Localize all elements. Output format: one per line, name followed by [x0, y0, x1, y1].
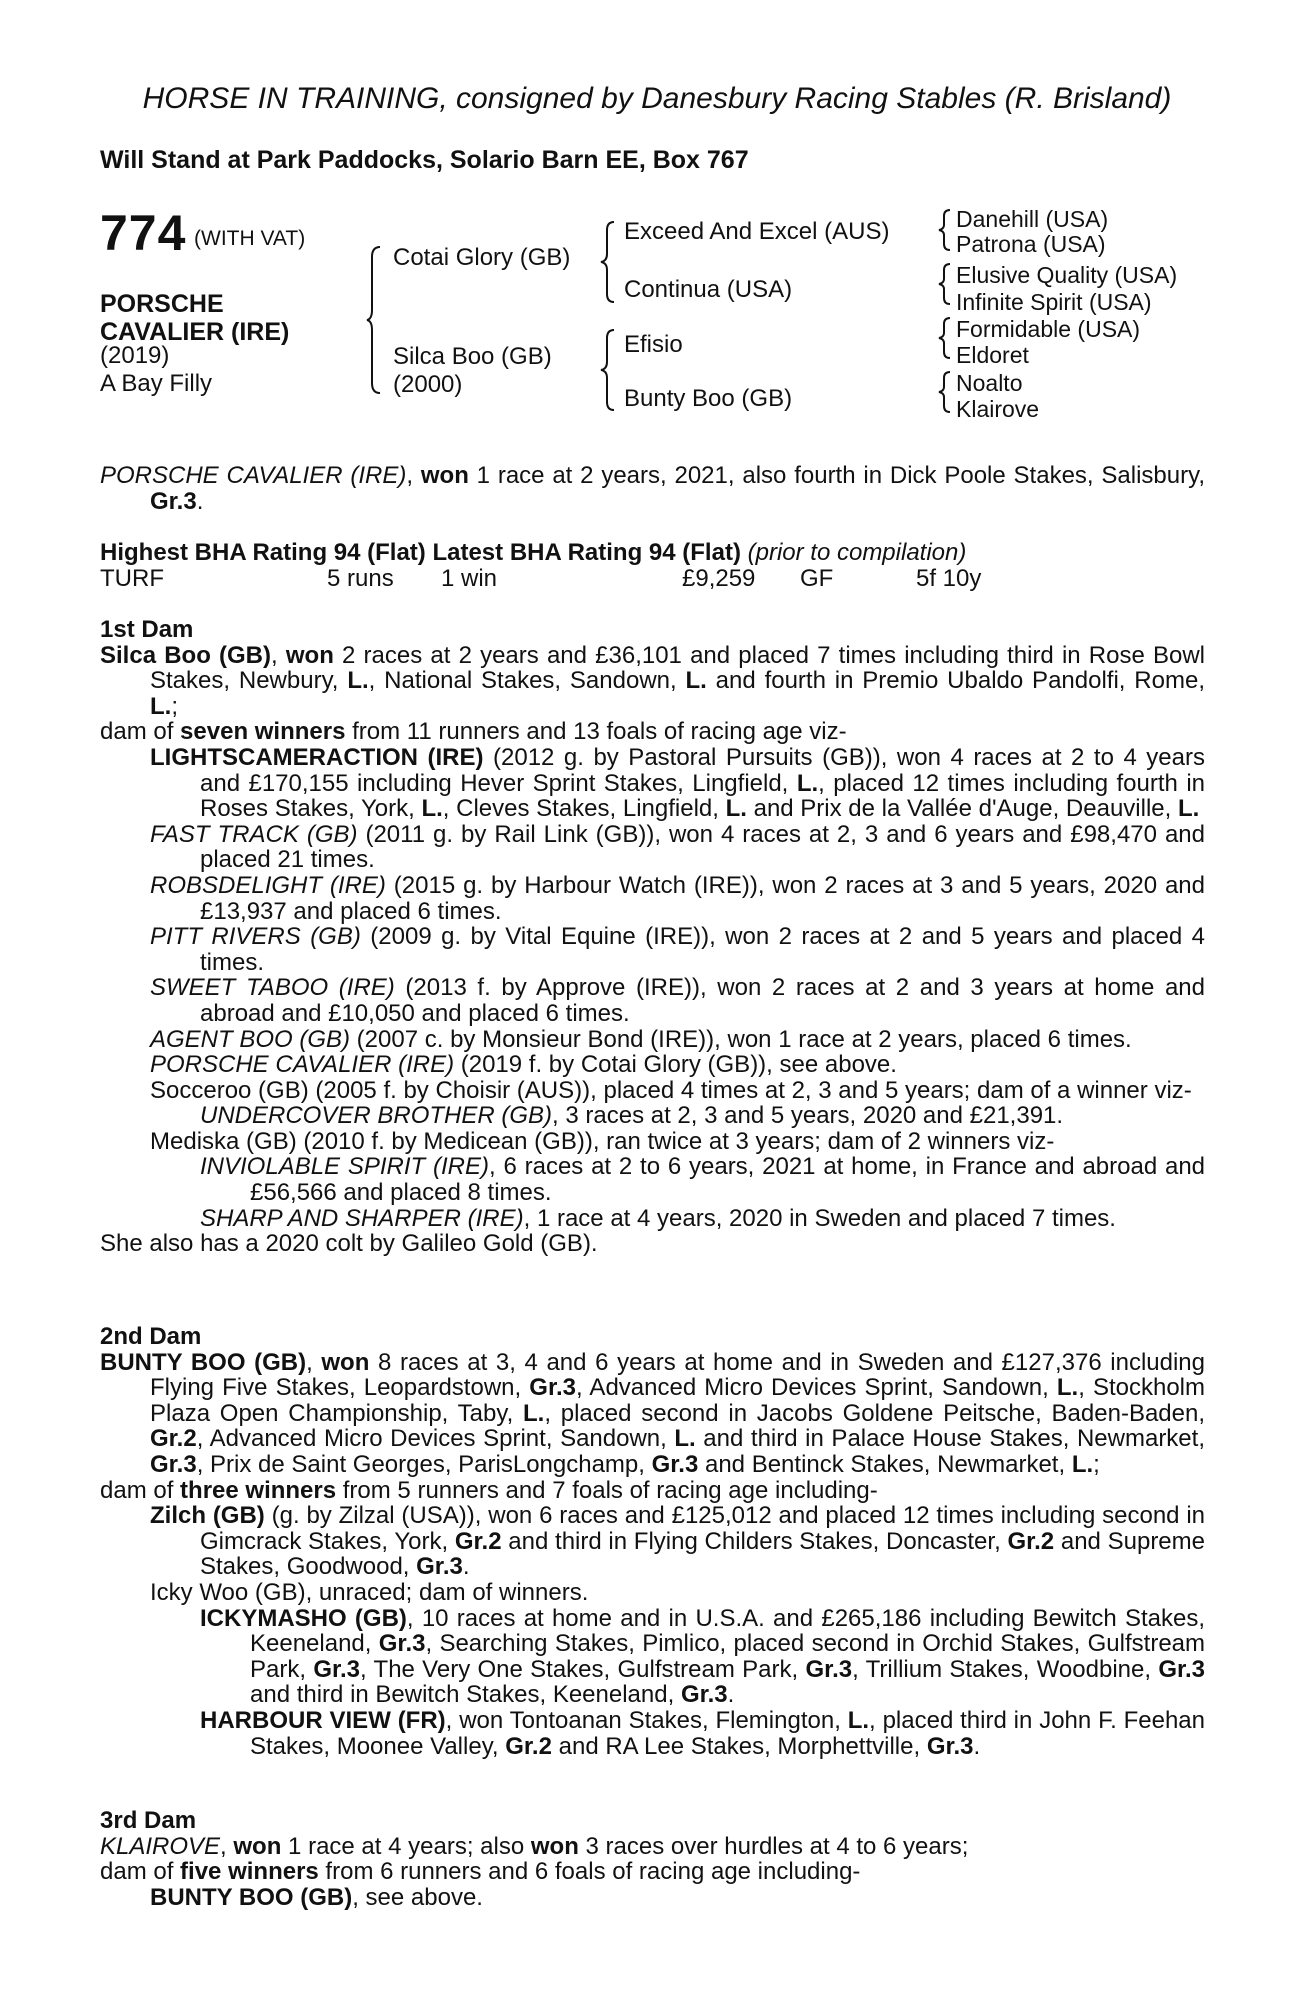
foal-entry: UNDERCOVER BROTHER (GB), 3 races at 2, 3 and 5 years, 2020 and £21,391. — [200, 1102, 1064, 1130]
second-dam-produce-summary: dam of three winners from 5 runners and 7 foals of racing age including- — [100, 1476, 878, 1504]
foal-entry: AGENT BOO (GB) (2007 c. by Monsieur Bond (IRE)), won 1 race at 2 years, placed 6 times. — [150, 1025, 1132, 1053]
pedigree-brace-dam — [600, 328, 620, 412]
foal-entry: Mediska (GB) (2010 f. by Medicean (GB)), ran twice at 3 years; dam of 2 winners viz- — [150, 1127, 1055, 1155]
vat-note: (WITH VAT) — [194, 227, 306, 250]
foal-entry: Socceroo (GB) (2005 f. by Choisir (AUS)), placed 4 times at 2, 3 and 5 years; dam of a winner viz- — [150, 1076, 1192, 1104]
foal-entry: Zilch (GB) (g. by Zilzal (USA)), won 6 races and £125,012 and placed 12 times including second in Gimcrack Stakes, York, Gr.2 and third in Flying Childers Stakes, Doncaster, Gr.2 and Supreme Stakes, Goodwood, Gr.3. — [150, 1502, 1206, 1581]
pedigree-brace-g3 — [938, 316, 954, 360]
summary-horse-name: PORSCHE CAVALIER (IRE) — [100, 462, 407, 489]
pedigree-brace-g4 — [938, 370, 954, 414]
horse-name-line1: PORSCHE — [100, 290, 224, 318]
bha-rating — [100, 539, 966, 567]
first-dam-produce-summary: dam of seven winners from 11 runners and 13 foals of racing age viz- — [100, 718, 847, 746]
pedigree-dam-sire: Efisio — [624, 331, 683, 358]
summary-grade: Gr.3 — [150, 487, 197, 515]
pedigree-gg1: Danehill (USA) — [956, 206, 1109, 232]
summary-text: 1 race at 2 years, 2021, also fourth in Dick Poole Stakes, Salisbury, — [468, 462, 1205, 489]
third-dam-name: KLAIROVE — [100, 1832, 221, 1860]
summary-won: won — [420, 462, 469, 489]
pedigree-brace-g2 — [938, 262, 954, 306]
bha-rating-text: Highest BHA Rating 94 (Flat) Latest BHA Rating 94 (Flat) — [100, 539, 741, 566]
race-record-wins: 1 win — [441, 565, 498, 592]
pedigree-brace-sire — [600, 220, 620, 304]
first-dam-heading: 1st Dam — [100, 616, 194, 643]
second-dam-heading: 2nd Dam — [100, 1323, 202, 1350]
pedigree-gg8: Klairove — [956, 396, 1040, 422]
foal-entry: INVIOLABLE SPIRIT (IRE), 6 races at 2 to 6 years, 2021 at home, in France and abroad and £56,566 and placed 8 times. — [200, 1153, 1206, 1207]
race-summary: PORSCHE CAVALIER (IRE), won 1 race at 2 years, 2021, also fourth in Dick Poole Stakes, Salisbury, Gr.3. — [100, 462, 1205, 515]
pedigree-gg2: Patrona (USA) — [956, 231, 1106, 257]
pedigree-dam: Silca Boo (GB) — [393, 343, 552, 370]
race-record-going: GF — [800, 565, 834, 592]
foal-entry: LIGHTSCAMERACTION (IRE) (2012 g. by Pastoral Pursuits (GB)), won 4 races at 2 to 4 years and £170,155 including Hever Sprint Stakes, Lingfield, L., placed 12 times including fourth in Roses Stakes, York, L., Cleves Stakes, Lingfield, L. and Prix de la Vallée d'Auge, Deauville, L. — [150, 743, 1206, 823]
page-title: HORSE IN TRAINING, consigned by Danesbury Racing Stables (R. Brisland) — [142, 82, 1172, 115]
race-record-runs: 5 runs — [327, 565, 394, 592]
first-dam-section: 1st Dam Silca Boo (GB), won 2 races at 2 years and £36,101 and placed 7 times including third in Rose Bowl Stakes, Newbury, L., National Stakes, Sandown, L. and fourth in Premio Ubaldo Pandolfi, Rome, L.; dam of seven winners from 11 runners and 13 foals of racing age viz- LIGHTSCAMERACTION (IRE) (2012 g. by Pastoral Pursuits (GB)), won 4 races at 2 to 4 years and £170,155 including Hever Sprint Stakes, Lingfield, L., placed 12 times including fourth in Roses Stakes, York, L., Cleves Stakes, Lingfield, L. and Prix de la Vallée d'Auge, Deauville, L. FAST TRACK (GB) (2011 g. by Rail Link (GB)), won 4 races at 2, 3 and 6 years and £98,470 and placed 21 times. ROBSDELIGHT (IRE) (2015 g. by Harbour Watch (IRE)), won 2 races at 3 and 5 years, 2020 and £13,937 and placed 6 times. PITT RIVERS (GB) (2009 g. by Vital Equine (IRE)), won 2 races at 2 and 5 years and placed 4 times. SWEET TABOO (IRE) (2013 f. by Approve (IRE)), won 2 races at 2 and 3 years at home and abroad and £10,050 and placed 6 times. AGENT BOO (GB) (2007 c. by Monsieur Bond (IRE)), won 1 race at 2 years, placed 6 times. PORSCHE CAVALIER (IRE) (2019 f. by Cotai Glory (GB)), see above. Socceroo (GB) (2005 f. by Choisir (AUS)), placed 4 times at 2, 3 and 5 years; dam of a winner viz- UNDERCOVER BROTHER (GB), 3 races at 2, 3 and 5 years, 2020 and £21,391. Mediska (GB) (2010 f. by Medicean (GB)), ran twice at 3 years; dam of 2 winners viz- INVIOLABLE SPIRIT (IRE), 6 races at 2 to 6 years, 2021 at home, in France and abroad and £56,566 and placed 8 times. SHARP AND SHARPER (IRE), 1 race at 4 years, 2020 in Sweden and placed 7 times. She also has a 2020 colt by Galileo Gold (GB). — [100, 616, 1206, 1258]
pedigree-brace-main — [366, 245, 386, 395]
foal-entry: ROBSDELIGHT (IRE) (2015 g. by Harbour Watch (IRE)), won 2 races at 3 and 5 years, 2020 and £13,937 and placed 6 times. — [150, 871, 1205, 925]
third-dam-heading: 3rd Dam — [100, 1807, 197, 1834]
race-record-distance: 5f 10y — [916, 565, 982, 592]
third-dam-produce-summary: dam of five winners from 6 runners and 6 foals of racing age including- — [100, 1858, 861, 1886]
horse-description: A Bay Filly — [100, 370, 213, 397]
horse-name-line2: CAVALIER (IRE) — [100, 318, 290, 346]
foal-entry: SWEET TABOO (IRE) (2013 f. by Approve (IRE)), won 2 races at 2 and 3 years at home and abroad and £10,050 and placed 6 times. — [150, 974, 1205, 1027]
foal-entry: BUNTY BOO (GB), see above. — [150, 1883, 483, 1911]
foal-entry: PITT RIVERS (GB) (2009 g. by Vital Equine (IRE)), won 2 races at 2 and 5 years and placed 4 times. — [150, 923, 1205, 976]
third-dam-section: 3rd Dam KLAIROVE, won 1 race at 4 years; also won 3 races over hurdles at 4 to 6 years; dam of five winners from 6 runners and 6 foals of racing age including- BUNTY BOO (GB), see above. — [100, 1808, 1205, 1910]
rating-note: (prior to compilation) — [747, 539, 967, 566]
pedigree-dam-year: (2000) — [393, 371, 463, 398]
horse-year: (2019) — [100, 342, 170, 369]
second-dam-name: BUNTY BOO (GB) — [100, 1348, 307, 1376]
race-record-money: £9,259 — [682, 565, 756, 592]
foal-entry: HARBOUR VIEW (FR), won Tontoanan Stakes, Flemington, L., placed third in John F. Feehan Stakes, Moonee Valley, Gr.2 and RA Lee Stakes, Morphettville, Gr.3. — [200, 1706, 1206, 1760]
pedigree-gg7: Noalto — [956, 370, 1023, 396]
pedigree-gg5: Formidable (USA) — [956, 316, 1141, 342]
second-dam-section: 2nd Dam BUNTY BOO (GB), won 8 races at 3, 4 and 6 years at home and in Sweden and £127,376 including Flying Five Stakes, Leopardstown, Gr.3, Advanced Micro Devices Sprint, Sandown, L., Stockholm Plaza Open Championship, Taby, L., placed second in Jacobs Goldene Peitsche, Baden-Baden, Gr.2, Advanced Micro Devices Sprint, Sandown, L. and third in Palace House Stakes, Newmarket, Gr.3, Prix de Saint Georges, ParisLongchamp, Gr.3 and Bentinck Stakes, Newmarket, L.; dam of three winners from 5 runners and 7 foals of racing age including- Zilch (GB) (g. by Zilzal (USA)), won 6 races and £125,012 and placed 12 times including second in Gimcrack Stakes, York, Gr.2 and third in Flying Childers Stakes, Doncaster, Gr.2 and Supreme Stakes, Goodwood, Gr.3. Icky Woo (GB), unraced; dam of winners. ICKYMASHO (GB), 10 races at home and in U.S.A. and £265,186 including Bewitch Stakes, Keeneland, Gr.3, Searching Stakes, Pimlico, placed second in Orchid Stakes, Gulfstream Park, Gr.3, The Very One Stakes, Gulfstream Park, Gr.3, Trillium Stakes, Woodbine, Gr.3 and third in Bewitch Stakes, Keeneland, Gr.3. HARBOUR VIEW (FR), won Tontoanan Stakes, Flemington, L., placed third in John F. Feehan Stakes, Moonee Valley, Gr.2 and RA Lee Stakes, Morphettville, Gr.3. — [100, 1323, 1206, 1760]
foal-entry: FAST TRACK (GB) (2011 g. by Rail Link (GB)), won 4 races at 2, 3 and 6 years and £98,470 and placed 21 times. — [150, 820, 1205, 874]
first-dam-also: She also has a 2020 colt by Galileo Gold (GB). — [100, 1230, 598, 1258]
foal-entry: Icky Woo (GB), unraced; dam of winners. — [150, 1578, 589, 1606]
pedigree-dam-dam: Bunty Boo (GB) — [624, 385, 793, 412]
stand-location: Will Stand at Park Paddocks, Solario Barn EE, Box 767 — [100, 146, 749, 174]
pedigree-gg6: Eldoret — [956, 342, 1029, 368]
pedigree-sire-dam: Continua (USA) — [624, 276, 793, 303]
pedigree-gg4: Infinite Spirit (USA) — [956, 289, 1152, 315]
foal-entry: PORSCHE CAVALIER (IRE) (2019 f. by Cotai Glory (GB)), see above. — [150, 1051, 897, 1079]
horse-name — [100, 290, 350, 346]
horse-details — [100, 342, 360, 398]
lot-number: 774 — [100, 205, 187, 261]
pedigree-sire-sire: Exceed And Excel (AUS) — [624, 218, 890, 245]
pedigree-sire: Cotai Glory (GB) — [393, 244, 571, 271]
foal-entry: SHARP AND SHARPER (IRE), 1 race at 4 years, 2020 in Sweden and placed 7 times. — [200, 1204, 1116, 1232]
pedigree-brace-g1 — [938, 208, 954, 252]
first-dam-name: Silca Boo (GB) — [100, 641, 272, 669]
race-record-surface: TURF — [100, 565, 164, 592]
foal-entry: ICKYMASHO (GB), 10 races at home and in U.S.A. and £265,186 including Bewitch Stakes, Keeneland, Gr.3, Searching Stakes, Pimlico, placed second in Orchid Stakes, Gulfstream Park, Gr.3, The Very One Stakes, Gulfstream Park, Gr.3, Trillium Stakes, Woodbine, Gr.3 and third in Bewitch Stakes, Keeneland, Gr.3. — [200, 1604, 1206, 1709]
pedigree-gg3: Elusive Quality (USA) — [956, 262, 1178, 288]
